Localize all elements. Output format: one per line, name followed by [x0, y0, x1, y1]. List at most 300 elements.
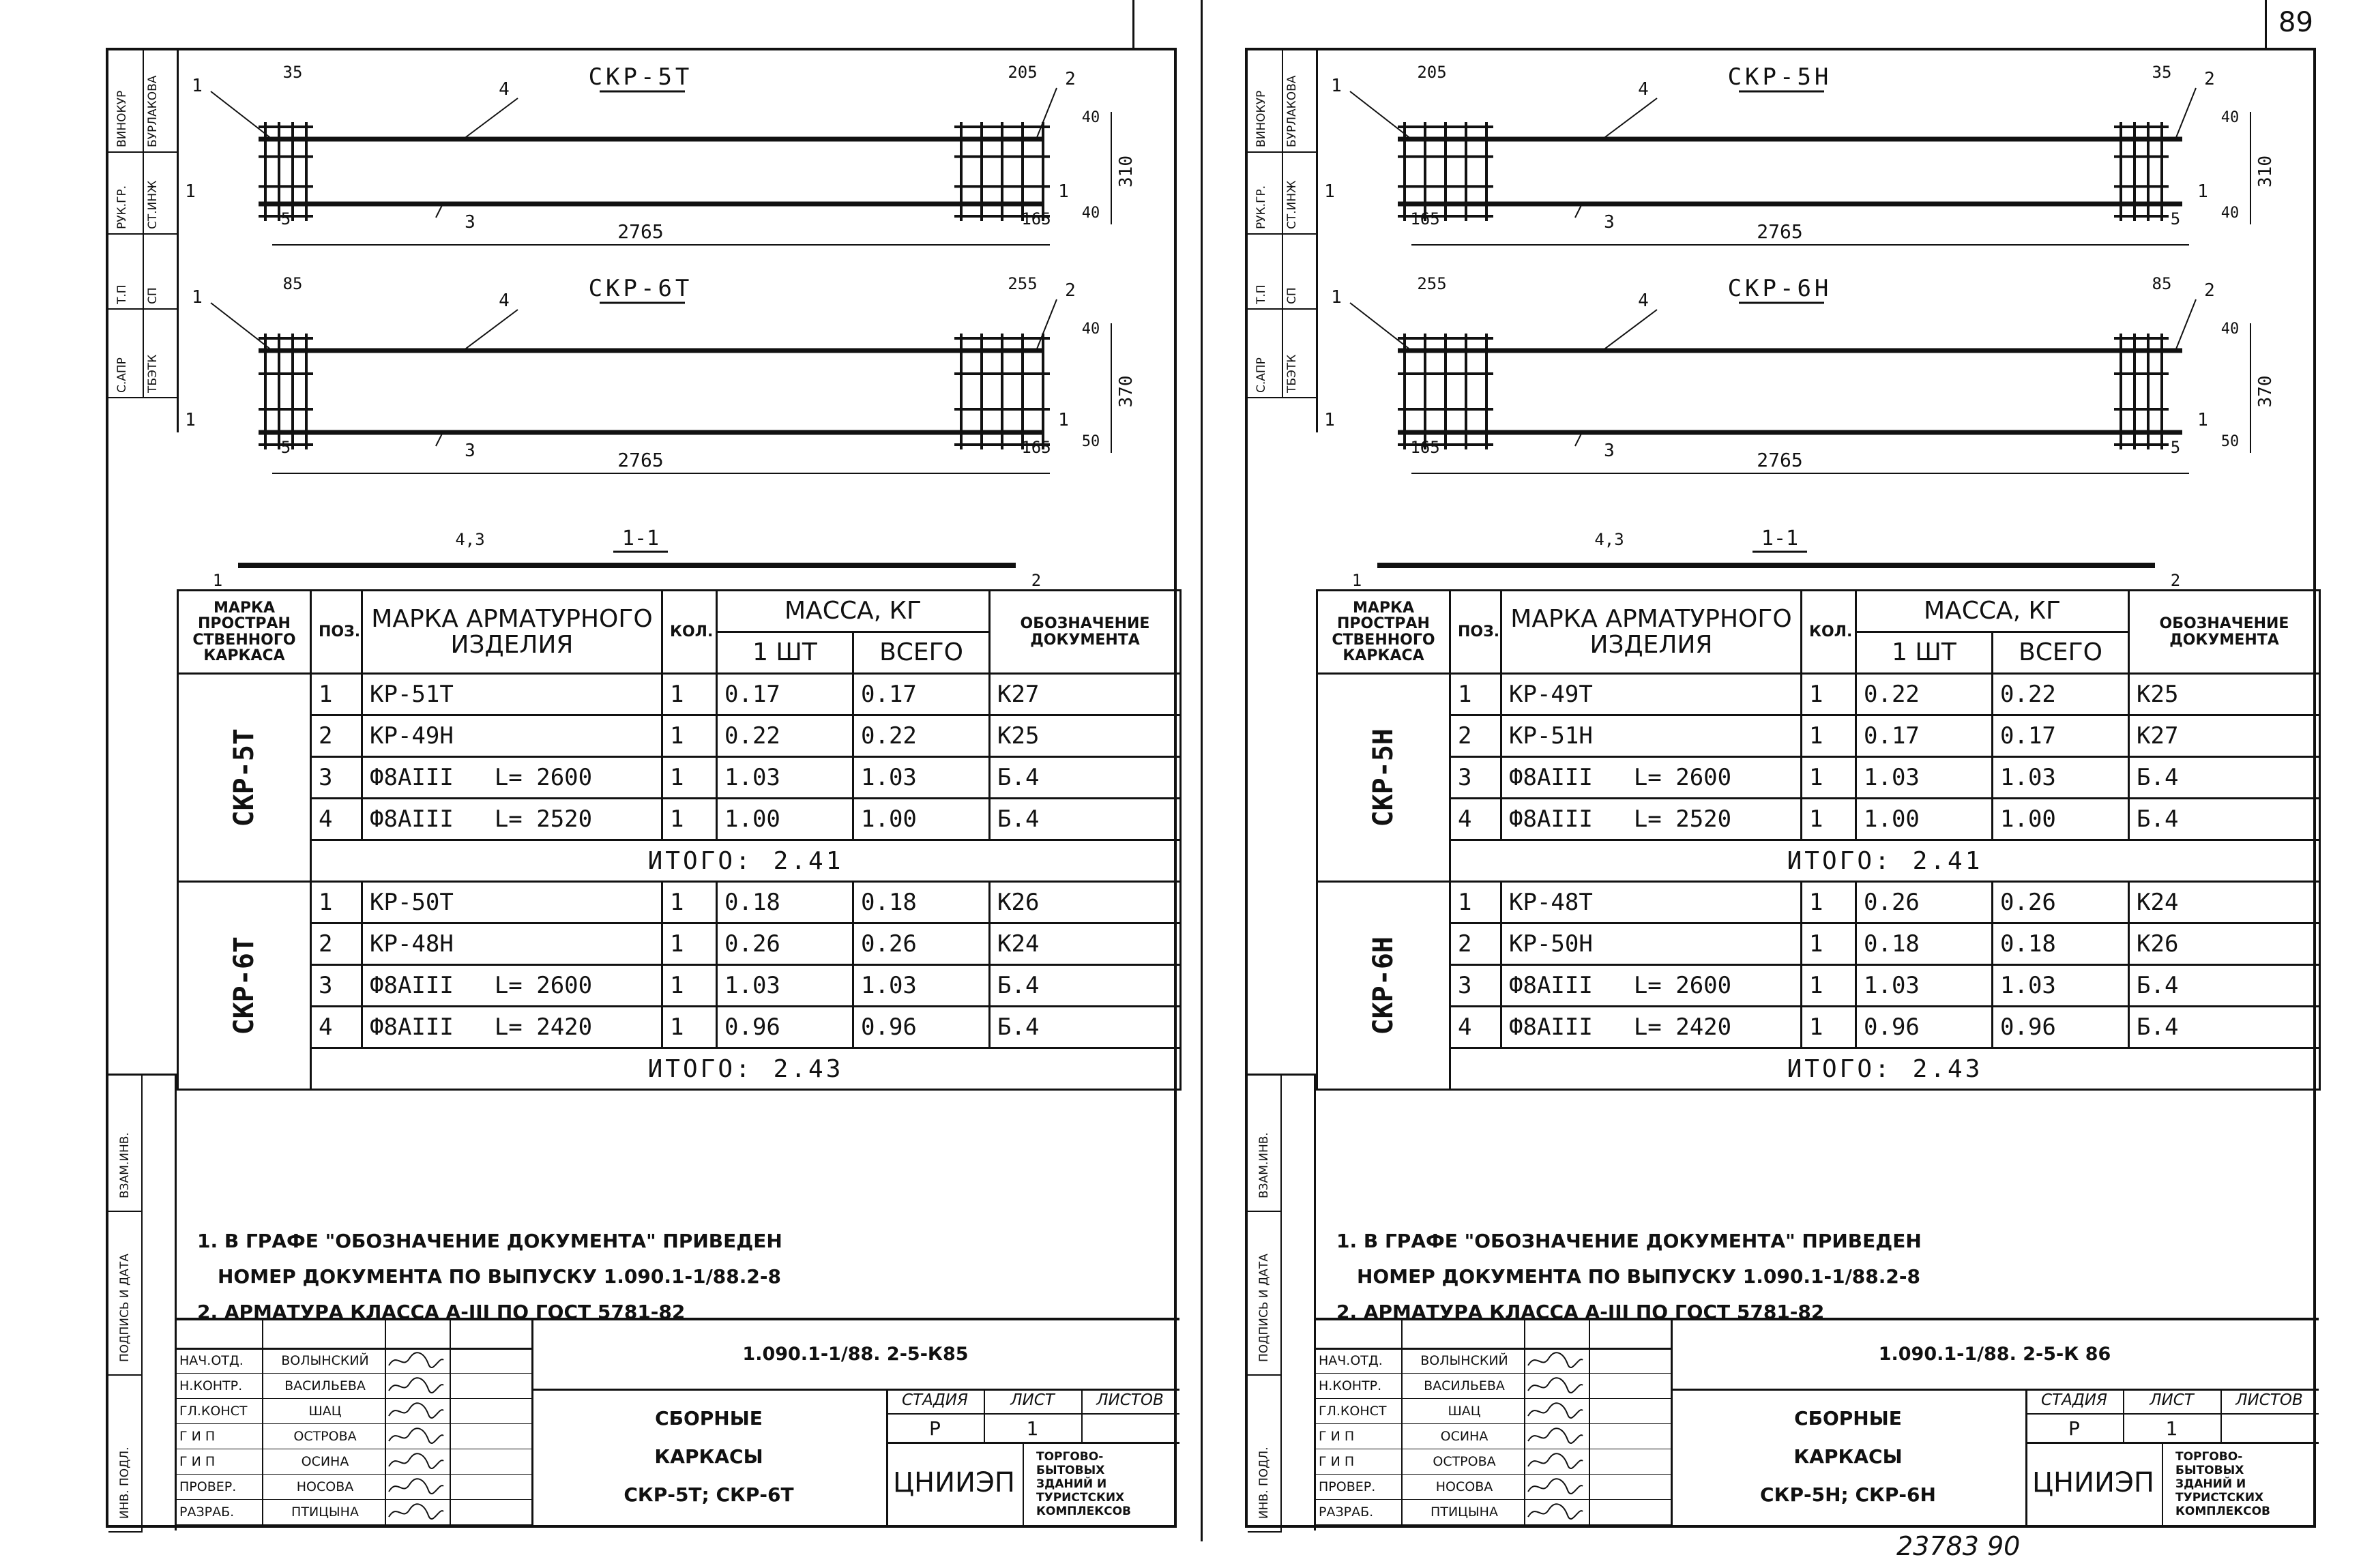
item-mark-cell [362, 923, 662, 965]
header-mass-total: ВСЕГО [853, 632, 990, 674]
handwritten-signature [1524, 1349, 1585, 1372]
item-mark: Ф8АIII [1509, 1014, 1593, 1041]
height-dimension: 310 [2255, 156, 2276, 188]
item-mark-cell [362, 1007, 662, 1048]
callout-3: 3 [1604, 212, 1615, 233]
stage-header-sheet_label: ЛИСТ [2150, 1391, 2194, 1409]
pos-cell: 4 [311, 1007, 362, 1048]
qty-cell: 1 [662, 799, 717, 840]
total-row [178, 840, 1181, 882]
doc-cell: Б.4 [990, 1007, 1181, 1048]
doc-cell: Б.4 [990, 757, 1181, 799]
handwritten-signature [1524, 1500, 1585, 1523]
item-mark-cell [362, 674, 662, 715]
callout-1: 1 [1331, 287, 1342, 308]
signer-name: НОСОВА [1435, 1479, 1493, 1494]
table-row [178, 923, 1181, 965]
pos-cell: 3 [1450, 965, 1501, 1007]
notes [1316, 1224, 2319, 1330]
mass-total-cell: 0.18 [1993, 923, 2129, 965]
item-mark: КР-51Н [1509, 722, 1593, 750]
signer-row [177, 1348, 531, 1374]
header-item-mark: МАРКА АРМАТУРНОГО ИЗДЕЛИЯ [362, 591, 662, 674]
organization-subtitle-line: ТОРГОВО- [1036, 1450, 1104, 1464]
section-1-1 [213, 527, 1041, 589]
note-line: 2. АРМАТУРА КЛАССА А-III ПО ГОСТ 5781-82 [197, 1301, 686, 1323]
pos-cell: 3 [311, 757, 362, 799]
item-mark-cell [1501, 757, 1802, 799]
page-number: 89 [2278, 7, 2313, 38]
signer-name: ОСТРОВА [293, 1429, 357, 1444]
left-strip-label: ИНВ. ПОДЛ. [1257, 1447, 1271, 1519]
note-line: 2. АРМАТУРА КЛАССА А-III ПО ГОСТ 5781-82 [1336, 1301, 1825, 1323]
doc-cell: К24 [2129, 882, 2320, 923]
signer-name: ПТИЦЫНА [1431, 1505, 1498, 1520]
frame-mark-cell [178, 674, 311, 882]
mass-total-cell: 1.00 [853, 799, 990, 840]
doc-cell: К25 [2129, 674, 2320, 715]
right-bottom-dimension: 5 [2170, 209, 2181, 228]
item-mark: КР-49Н [370, 722, 454, 750]
total-row [1317, 840, 2320, 882]
item-mark: Ф8АIII [370, 805, 454, 833]
mass-total-cell: 1.03 [853, 757, 990, 799]
doc-cell: К25 [990, 715, 1181, 757]
mass-one-cell: 0.96 [1856, 1007, 1993, 1048]
table-row [178, 1007, 1181, 1048]
callout-2: 2 [2204, 280, 2215, 301]
signer-role: РАЗРАБ. [179, 1505, 235, 1520]
table-row [1317, 965, 2320, 1007]
mass-one-cell: 0.22 [717, 715, 853, 757]
frame-mark-cell [1317, 674, 1450, 882]
mass-one-cell: 0.26 [1856, 882, 1993, 923]
approval-strip-label: Т.П [115, 284, 129, 304]
mass-total-cell: 1.03 [1993, 757, 2129, 799]
signer-name: ВАСИЛЬЕВА [1424, 1378, 1505, 1393]
signer-role: НАЧ.ОТД. [1319, 1353, 1383, 1368]
organization-subtitle-line: ЗДАНИЙ И [2175, 1477, 2246, 1491]
header-mass-one: 1 ШТ [717, 632, 853, 674]
left-strip-label: ВЗАМ.ИНВ. [118, 1132, 132, 1198]
organization-subtitle-line: БЫТОВЫХ [2175, 1464, 2244, 1477]
mass-total-cell: 0.96 [1993, 1007, 2129, 1048]
item-mark: Ф8АIII [1509, 972, 1593, 999]
frame-drawings [177, 50, 1179, 589]
item-mark: Ф8АIII [1509, 805, 1593, 833]
organization-block [2025, 1443, 2319, 1525]
handwritten-signature [1524, 1475, 1585, 1498]
page-corner-line [2265, 0, 2267, 48]
item-mark-cell [1501, 674, 1802, 715]
length-dimension: 2765 [617, 220, 664, 243]
title-line: СКР-5Н; СКР-6Н [1760, 1483, 1936, 1506]
handwritten-signature [385, 1349, 446, 1372]
item-mark: КР-50Т [370, 889, 454, 916]
mass-total-cell: 0.17 [853, 674, 990, 715]
qty-cell: 1 [662, 1007, 717, 1048]
handwritten-signature [385, 1425, 446, 1447]
stage-block [886, 1389, 1179, 1443]
left-bottom-dimension: 5 [280, 438, 291, 457]
top-offset-dimension: 40 [2220, 321, 2240, 338]
header-mass-total: ВСЕГО [1993, 632, 2129, 674]
right-top-dimension: 85 [2152, 274, 2172, 293]
bottom-offset-dimension: 40 [2220, 205, 2240, 222]
doc-cell: К26 [990, 882, 1181, 923]
table-row [1317, 757, 2320, 799]
signer-name: ВОЛЫНСКИЙ [281, 1353, 369, 1368]
title-line: СКР-5Т; СКР-6Т [624, 1483, 794, 1506]
approval-strip [108, 50, 179, 432]
signer-role: Г И П [1319, 1429, 1355, 1444]
signer-name: ОСИНА [1440, 1429, 1489, 1444]
approval-strip-label: Т.П [1255, 284, 1268, 304]
signer-row [177, 1499, 531, 1525]
stage-block [2025, 1389, 2319, 1443]
qty-cell: 1 [662, 923, 717, 965]
signature-grid [1316, 1320, 1673, 1525]
header-frame-mark: МАРКА ПРОСТРАН СТВЕННОГО КАРКАСА [1317, 591, 1450, 674]
section-1-1 [1352, 527, 2180, 589]
item-mark-cell [362, 757, 662, 799]
document-code: 1.090.1-1/88. 2-5-К 86 [1671, 1320, 2319, 1391]
approval-strip-label: БУРЛАКОВА [146, 75, 160, 147]
signer-row [1316, 1449, 1671, 1475]
callout-3: 3 [465, 441, 475, 461]
callout-4: 4 [1638, 291, 1649, 311]
section-mark-right: 1 [1058, 410, 1069, 430]
approval-strip-label: С.АПР [1255, 357, 1268, 393]
pos-cell: 4 [311, 799, 362, 840]
stage-header-sheet_label: ЛИСТ [1010, 1391, 1055, 1409]
stage-header-sheets_label: ЛИСТОВ [2235, 1391, 2303, 1409]
qty-cell: 1 [1802, 1007, 1856, 1048]
left-bottom-dimension: 165 [1410, 438, 1440, 457]
total-value: 2.43 [773, 1054, 844, 1083]
right-top-dimension: 35 [2152, 63, 2172, 82]
signer-role: ГЛ.КОНСТ [1319, 1404, 1387, 1419]
mass-total-cell: 1.03 [853, 965, 990, 1007]
right-bottom-dimension: 165 [1021, 209, 1051, 228]
length-dimension: 2765 [1757, 449, 1803, 471]
organization-block [886, 1443, 1179, 1525]
qty-cell: 1 [662, 882, 717, 923]
mass-one-cell: 1.03 [1856, 965, 1993, 1007]
approval-strip-label: ВИНОКУР [1255, 90, 1268, 147]
left-side-strip [108, 1074, 177, 1530]
approval-strip-label: С.АПР [115, 357, 129, 393]
total-row [178, 1048, 1181, 1090]
stage-value-stage: Р [929, 1417, 941, 1440]
item-mark: Ф8АIII [1509, 764, 1593, 791]
title-line: КАРКАСЫ [1793, 1445, 1903, 1468]
signer-row [1316, 1398, 1671, 1424]
signer-name: НОСОВА [296, 1479, 354, 1494]
organization-subtitle-line: ЗДАНИЙ И [1036, 1477, 1107, 1491]
header-pos: ПОЗ. [1450, 591, 1501, 674]
length-dimension: 2765 [617, 449, 664, 471]
left-side-strip [1248, 1074, 1316, 1530]
binding-line [1132, 0, 1134, 48]
total-cell [311, 840, 1181, 882]
total-row [1317, 1048, 2320, 1090]
handwritten-signature [385, 1374, 446, 1397]
header-pos: ПОЗ. [311, 591, 362, 674]
title-block [177, 1318, 1179, 1525]
signer-role: Г И П [1319, 1454, 1355, 1469]
stage-header-sheets_label: ЛИСТОВ [1096, 1391, 1164, 1409]
signer-row [1316, 1373, 1671, 1399]
approval-strip-label: СТ.ИНЖ [1285, 180, 1299, 229]
item-mark-cell [1501, 715, 1802, 757]
header-doc: ОБОЗНАЧЕНИЕ ДОКУМЕНТА [990, 591, 1181, 674]
organization-subtitle-line: БЫТОВЫХ [1036, 1464, 1105, 1477]
qty-cell: 1 [1802, 882, 1856, 923]
approval-strip-label: СП [146, 287, 160, 304]
callout-1: 1 [1331, 76, 1342, 96]
frame-drawing-0 [1324, 63, 2276, 245]
item-length: L= 2520 [1633, 805, 1732, 833]
doc-cell: Б.4 [990, 799, 1181, 840]
organization-subtitle-line: ТУРИСТСКИХ [1036, 1491, 1125, 1505]
sheet-right [1245, 48, 2316, 1528]
title-line: СБОРНЫЕ [655, 1407, 763, 1430]
total-label: ИТОГО: [1787, 846, 1892, 875]
callout-4: 4 [1638, 79, 1649, 100]
organization-name: ЦНИИЭП [2032, 1467, 2154, 1498]
mass-one-cell: 0.17 [1856, 715, 1993, 757]
note-line: НОМЕР ДОКУМЕНТА ПО ВЫПУСКУ 1.090.1-1/88.2-8 [1357, 1265, 1920, 1288]
right-bottom-dimension: 5 [2170, 438, 2181, 457]
mass-total-cell: 0.22 [853, 715, 990, 757]
item-mark-cell [1501, 923, 1802, 965]
mass-total-cell: 0.18 [853, 882, 990, 923]
mass-one-cell: 1.00 [717, 799, 853, 840]
approval-strip-label: БУРЛАКОВА [1285, 75, 1299, 147]
mass-one-cell: 1.00 [1856, 799, 1993, 840]
section-mark-right: 1 [2197, 181, 2208, 202]
pos-cell: 2 [1450, 923, 1501, 965]
approval-strip-label: РУК.ГР. [1255, 185, 1268, 229]
top-offset-dimension: 40 [1081, 321, 1100, 338]
frame-mark: СКР-6Т [229, 936, 260, 1035]
table-row [178, 799, 1181, 840]
handwritten-signature [1524, 1450, 1585, 1473]
left-strip-label: ИНВ. ПОДЛ. [118, 1447, 132, 1519]
mass-one-cell: 0.22 [1856, 674, 1993, 715]
height-dimension: 370 [2255, 375, 2276, 408]
qty-cell: 1 [1802, 965, 1856, 1007]
header-qty: КОЛ. [1802, 591, 1856, 674]
qty-cell: 1 [662, 965, 717, 1007]
left-bottom-dimension: 5 [280, 209, 291, 228]
signer-row [177, 1423, 531, 1449]
specification-table [1316, 589, 2321, 1091]
handwritten-signature [1524, 1374, 1585, 1397]
pos-cell: 2 [311, 715, 362, 757]
doc-cell: Б.4 [2129, 965, 2320, 1007]
notes [177, 1224, 1179, 1330]
left-bottom-dimension: 165 [1410, 209, 1440, 228]
qty-cell: 1 [662, 674, 717, 715]
bottom-offset-dimension: 40 [1081, 205, 1100, 222]
item-length: L= 2600 [494, 972, 593, 999]
doc-cell: Б.4 [2129, 1007, 2320, 1048]
qty-cell: 1 [662, 757, 717, 799]
pos-cell: 1 [311, 674, 362, 715]
table-row [1317, 715, 2320, 757]
total-cell [1450, 840, 2320, 882]
organization-subtitle-line: КОМПЛЕКСОВ [2175, 1505, 2271, 1518]
header-mass: МАССА, КГ [717, 591, 990, 632]
height-dimension: 310 [1116, 156, 1136, 188]
mass-one-cell: 0.18 [1856, 923, 1993, 965]
mass-total-cell: 0.22 [1993, 674, 2129, 715]
table-row [178, 674, 1181, 715]
signer-role: РАЗРАБ. [1319, 1505, 1374, 1520]
stage-value-sheet: 1 [2165, 1417, 2178, 1440]
right-top-dimension: 205 [1008, 63, 1038, 82]
left-strip-label: ПОДПИСЬ И ДАТА [118, 1254, 132, 1362]
top-offset-dimension: 40 [2220, 109, 2240, 126]
signer-name: ПТИЦЫНА [291, 1505, 359, 1520]
callout-2: 2 [1065, 280, 1076, 301]
header-frame-mark: МАРКА ПРОСТРАН СТВЕННОГО КАРКАСА [178, 591, 311, 674]
callout-2: 2 [2204, 69, 2215, 89]
table-row [178, 882, 1181, 923]
table-row [1317, 674, 2320, 715]
pos-cell: 1 [1450, 882, 1501, 923]
note-line: НОМЕР ДОКУМЕНТА ПО ВЫПУСКУ 1.090.1-1/88.2-8 [218, 1265, 781, 1288]
item-length: L= 2420 [494, 1014, 593, 1041]
sheet-left [106, 48, 1177, 1528]
document-code: 1.090.1-1/88. 2-5-К85 [531, 1320, 1179, 1391]
signer-role: Г И П [179, 1429, 216, 1444]
handwritten-signature [1524, 1400, 1585, 1422]
stage-value-sheet: 1 [1026, 1417, 1039, 1440]
qty-cell: 1 [1802, 757, 1856, 799]
mass-total-cell: 0.96 [853, 1007, 990, 1048]
signer-name: ОСТРОВА [1433, 1454, 1496, 1469]
signer-row [1316, 1423, 1671, 1449]
note-line: 1. В ГРАФЕ "ОБОЗНАЧЕНИЕ ДОКУМЕНТА" ПРИВЕДЕН [1336, 1230, 1922, 1252]
drawings-svg [1316, 50, 2319, 589]
pos-cell: 3 [311, 965, 362, 1007]
table-row [1317, 882, 2320, 923]
frame-mark: СКР-5Н [1368, 728, 1399, 827]
height-dimension: 370 [1116, 375, 1136, 408]
mass-one-cell: 0.26 [717, 923, 853, 965]
item-mark: КР-51Т [370, 681, 454, 708]
qty-cell: 1 [1802, 799, 1856, 840]
doc-cell: К24 [990, 923, 1181, 965]
doc-cell: Б.4 [2129, 757, 2320, 799]
header-mass: МАССА, КГ [1856, 591, 2129, 632]
left-strip-label: ПОДПИСЬ И ДАТА [1257, 1254, 1271, 1362]
callout-3: 3 [465, 212, 475, 233]
signer-role: ГЛ.КОНСТ [179, 1404, 248, 1419]
organization-name: ЦНИИЭП [893, 1467, 1015, 1498]
pos-cell: 4 [1450, 799, 1501, 840]
approval-strip-label: СТ.ИНЖ [146, 180, 160, 229]
drawings-svg [177, 50, 1179, 589]
item-length: L= 2420 [1633, 1014, 1732, 1041]
doc-cell: Б.4 [990, 965, 1181, 1007]
item-mark-cell [1501, 882, 1802, 923]
left-top-dimension: 255 [1417, 274, 1447, 293]
callout-4: 4 [499, 291, 510, 311]
item-length: L= 2520 [494, 805, 593, 833]
total-label: ИТОГО: [647, 1054, 753, 1083]
approval-strip-label: ТБЭТК [146, 354, 160, 393]
callout-3: 3 [1604, 441, 1615, 461]
signer-row [177, 1398, 531, 1424]
section-label: 1-1 [1761, 527, 1799, 550]
item-mark-cell [362, 965, 662, 1007]
pos-cell: 2 [1450, 715, 1501, 757]
signer-role: Н.КОНТР. [179, 1378, 243, 1393]
bottom-offset-dimension: 50 [1081, 433, 1100, 450]
approval-strip-label: СП [1285, 287, 1299, 304]
center-fold-line [1201, 0, 1203, 1541]
item-mark-cell [362, 799, 662, 840]
organization-subtitle-line: КОМПЛЕКСОВ [1036, 1505, 1132, 1518]
section-label: 1-1 [621, 527, 660, 550]
drawing-title [531, 1389, 888, 1525]
drawing-title-label: СКР-5Т [588, 63, 693, 91]
table-row [178, 965, 1181, 1007]
header-mass-one: 1 ШТ [1856, 632, 1993, 674]
signature-grid [177, 1320, 533, 1525]
approval-strip [1248, 50, 1318, 432]
signer-role: НАЧ.ОТД. [179, 1353, 244, 1368]
signer-role: ПРОВЕР. [179, 1479, 237, 1494]
item-length: L= 2600 [494, 764, 593, 791]
signer-role: Г И П [179, 1454, 216, 1469]
left-top-dimension: 35 [282, 63, 303, 82]
mass-total-cell: 1.00 [1993, 799, 2129, 840]
callout-4: 4 [499, 79, 510, 100]
pos-cell: 1 [1450, 674, 1501, 715]
table-row [178, 757, 1181, 799]
signer-role: ПРОВЕР. [1319, 1479, 1376, 1494]
handwritten-signature [385, 1450, 446, 1473]
table-row [1317, 923, 2320, 965]
handwritten-signature [1524, 1425, 1585, 1447]
total-label: ИТОГО: [647, 846, 753, 875]
signer-row [177, 1474, 531, 1500]
signer-row [1316, 1474, 1671, 1500]
right-bottom-dimension: 165 [1021, 438, 1051, 457]
mass-one-cell: 0.17 [717, 674, 853, 715]
note-line: 1. В ГРАФЕ "ОБОЗНАЧЕНИЕ ДОКУМЕНТА" ПРИВЕДЕН [197, 1230, 782, 1252]
section-callout: 4,3 [455, 530, 485, 549]
pos-cell: 1 [311, 882, 362, 923]
total-value: 2.43 [1912, 1054, 1983, 1083]
section-right-callout: 2 [2170, 571, 2181, 589]
doc-cell: К27 [2129, 715, 2320, 757]
frame-mark: СКР-5Т [229, 728, 260, 827]
item-mark: Ф8АIII [370, 764, 454, 791]
qty-cell: 1 [662, 715, 717, 757]
total-value: 2.41 [1912, 846, 1983, 875]
signer-name: ВОЛЫНСКИЙ [1420, 1353, 1508, 1368]
signer-name: ВАСИЛЬЕВА [284, 1378, 366, 1393]
approval-strip-label: ТБЭТК [1285, 354, 1299, 393]
item-mark-cell [362, 882, 662, 923]
item-mark-cell [1501, 799, 1802, 840]
